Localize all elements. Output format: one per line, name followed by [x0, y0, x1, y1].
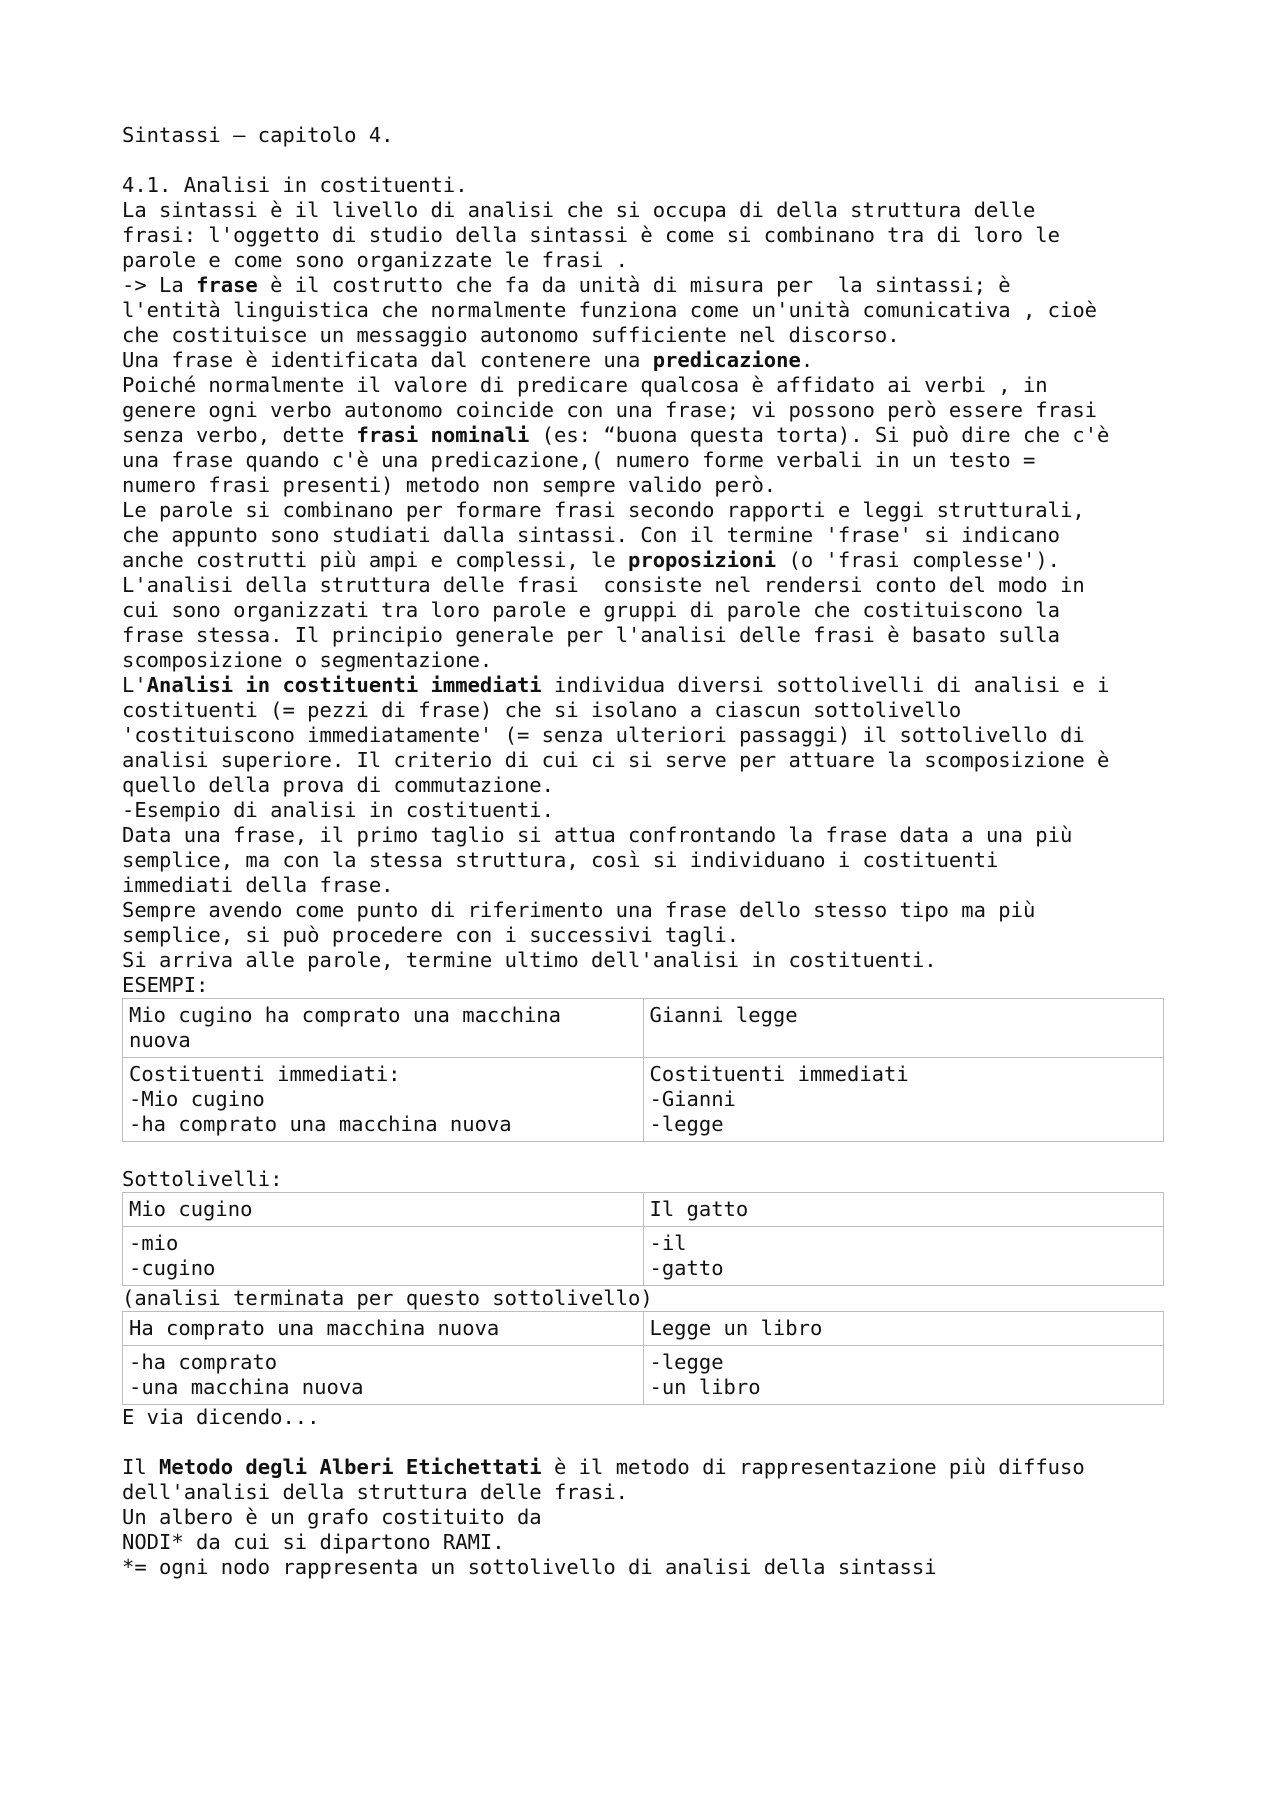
table-cell: Mio cugino [123, 1193, 644, 1227]
text-span: L' [122, 673, 147, 697]
table-cell: Costituenti immediati: -Mio cugino -ha comprato una macchina nuova [123, 1058, 644, 1142]
text-line [122, 423, 1162, 448]
text-line: *= ogni nodo rappresenta un sottolivello di analisi della sintassi [122, 1555, 937, 1579]
text-span: è il costrutto che fa da unità di misura per la sintassi; è [257, 273, 1011, 297]
text-line: NODI* da cui si dipartono RAMI. [122, 1530, 505, 1554]
table-cell: -mio -cugino [123, 1227, 644, 1286]
text-line: -Esempio di analisi in costituenti. [122, 798, 554, 822]
text-line: Si arriva alle parole, termine ultimo dell'analisi in costituenti. [122, 948, 937, 972]
text-line: immediati della frase. [122, 873, 394, 897]
text-line: Sempre avendo come punto di riferimento una frase dello stesso tipo ma più [122, 898, 1036, 922]
bold-term: Analisi in costituenti immediati [146, 673, 542, 697]
text-line: quello della prova di commutazione. [122, 773, 554, 797]
table-cell: Il gatto [643, 1193, 1164, 1227]
text-line: numero frasi presenti) metodo non sempre valido però. [122, 473, 777, 497]
text-line: Poiché normalmente il valore di predicare qualcosa è affidato ai verbi , in [122, 373, 1048, 397]
bold-term: Metodo degli Alberi Etichettati [159, 1455, 542, 1479]
text-span: Il [122, 1455, 160, 1479]
esempi-label: ESEMPI: [122, 973, 209, 997]
text-line [122, 548, 1162, 573]
text-line: semplice, ma con la stessa struttura, così si individuano i costituenti [122, 848, 999, 872]
table-row [123, 1193, 1164, 1227]
text-line: semplice, si può procedere con i successivi tagli. [122, 923, 740, 947]
table-sottolivelli-2 [122, 1311, 1164, 1405]
paragraph-intro [122, 198, 1162, 273]
note-analisi-terminata: (analisi terminata per questo sottolivello) [122, 1286, 653, 1310]
text-span: individua diversi sottolivelli di analisi e i [541, 673, 1110, 697]
document-title: Sintassi – capitolo 4. [122, 123, 394, 147]
table-row [123, 1227, 1164, 1286]
table-cell: -legge -un libro [643, 1346, 1164, 1405]
text-line [122, 348, 1162, 373]
blank-line [122, 148, 1162, 173]
table-esempi [122, 998, 1164, 1142]
text-line [122, 673, 1162, 698]
text-span: . [800, 348, 814, 372]
paragraph-esempio [122, 798, 1162, 998]
text-line: genere ogni verbo autonomo coincide con una frase; vi possono però essere frasi [122, 398, 1098, 422]
text-span: (o 'frasi complesse'). [776, 548, 1061, 572]
text-line [122, 273, 1162, 298]
table-cell: -ha comprato -una macchina nuova [123, 1346, 644, 1405]
bold-term: frasi nominali [356, 423, 530, 447]
table-cell: Mio cugino ha comprato una macchina nuova [123, 999, 644, 1058]
text-line: una frase quando c'è una predicazione,( numero forme verbali in un testo = [122, 448, 1036, 472]
text-line: L'analisi della struttura delle frasi consiste nel rendersi conto del modo in [122, 573, 1085, 597]
text-line: costituenti (= pezzi di frase) che si isolano a ciascun sottolivello [122, 698, 962, 722]
table-sottolivelli-1 [122, 1192, 1164, 1286]
bold-term: frase [196, 273, 258, 297]
table-cell: Gianni legge [643, 999, 1164, 1058]
text-line: dell'analisi della struttura delle frasi. [122, 1480, 629, 1504]
section-heading: 4.1. Analisi in costituenti. [122, 173, 468, 197]
blank-line [122, 1142, 1162, 1167]
table-cell: Legge un libro [643, 1312, 1164, 1346]
paragraph-costituenti-immediati [122, 673, 1162, 798]
paragraph-analisi-struttura [122, 573, 1162, 673]
paragraph-predicazione [122, 373, 1162, 498]
table-cell: Costituenti immediati -Gianni -legge [643, 1058, 1164, 1142]
text-line: 'costituiscono immediatamente' (= senza ulteriori passaggi) il sottolivello di [122, 723, 1085, 747]
text-span: -> La [122, 273, 197, 297]
table-cell: Ha comprato una macchina nuova [123, 1312, 644, 1346]
table-row [123, 1346, 1164, 1405]
text-line: Un albero è un grafo costituito da [122, 1505, 542, 1529]
table-row [123, 999, 1164, 1058]
text-line: La sintassi è il livello di analisi che si occupa di della struttura delle [122, 198, 1036, 222]
text-span: (es: “buona questa torta). Si può dire che c'è [529, 423, 1110, 447]
table-row [123, 1312, 1164, 1346]
text-line: parole e come sono organizzate le frasi . [122, 248, 629, 272]
text-span: Una frase è identificata dal contenere una [122, 348, 653, 372]
table-cell: -il -gatto [643, 1227, 1164, 1286]
text-line: frase stessa. Il principio generale per l'analisi delle frasi è basato sulla [122, 623, 1060, 647]
text-line: Le parole si combinano per formare frasi secondo rapporti e leggi strutturali, [122, 498, 1085, 522]
text-line: l'entità linguistica che normalmente funziona come un'unità comunicativa , cioè [122, 298, 1098, 322]
text-span: anche costrutti più ampi e complessi, le [122, 548, 629, 572]
via-dicendo: E via dicendo... [122, 1405, 320, 1429]
text-line: Data una frase, il primo taglio si attua confrontando la frase data a una più [122, 823, 1073, 847]
text-line: che costituisce un messaggio autonomo sufficiente nel discorso. [122, 323, 900, 347]
paragraph-alberi [122, 1455, 1162, 1580]
text-line: frasi: l'oggetto di studio della sintassi è come si combinano tra di loro le [122, 223, 1060, 247]
table-row [123, 1058, 1164, 1142]
sottolivelli-label: Sottolivelli: [122, 1167, 283, 1191]
text-line: che appunto sono studiati dalla sintassi. Con il termine 'frase' si indicano [122, 523, 1060, 547]
text-span: senza verbo, dette [122, 423, 357, 447]
text-line: scomposizione o segmentazione. [122, 648, 493, 672]
text-line [122, 1455, 1162, 1480]
text-line: analisi superiore. Il criterio di cui ci si serve per attuare la scomposizione è [122, 748, 1110, 772]
bold-term: predicazione [652, 348, 801, 372]
text-span: è il metodo di rappresentazione più diffuso [541, 1455, 1085, 1479]
bold-term: proposizioni [628, 548, 777, 572]
document-page [122, 123, 1162, 1580]
paragraph-frase [122, 273, 1162, 348]
text-line: cui sono organizzati tra loro parole e gruppi di parole che costituiscono la [122, 598, 1060, 622]
blank-line [122, 1430, 1162, 1455]
paragraph-parole [122, 498, 1162, 573]
